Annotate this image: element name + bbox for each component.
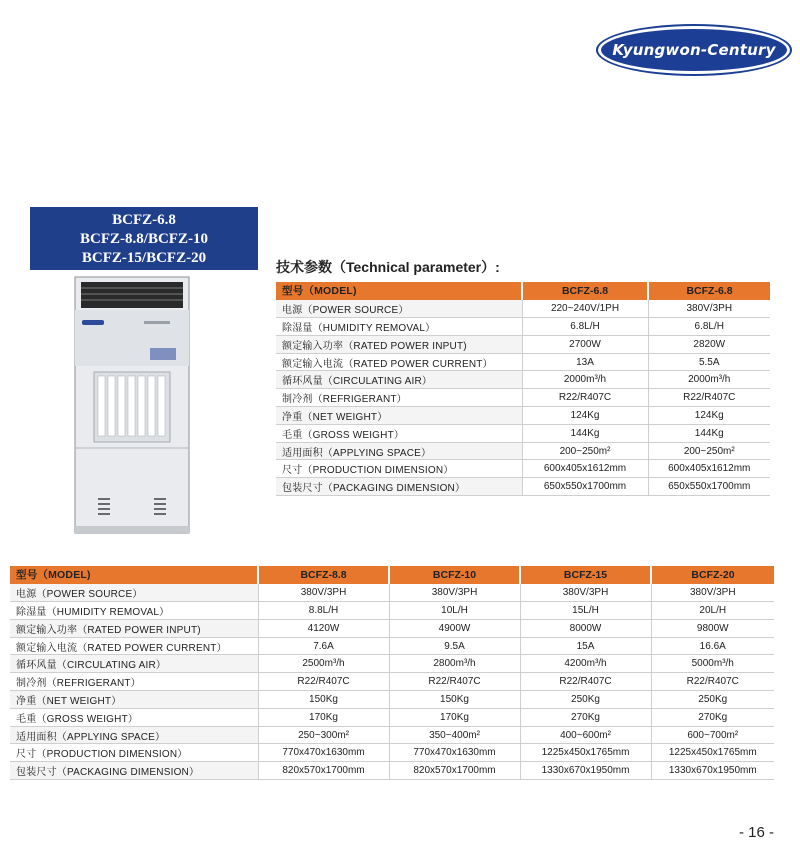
table-cell: 600x405x1612mm <box>648 460 770 478</box>
table-cell: 2000m³/h <box>522 371 648 389</box>
table-cell: 380V/3PH <box>258 584 389 602</box>
table-cell: 10L/H <box>389 602 520 620</box>
table-cell: 600x405x1612mm <box>522 460 648 478</box>
table-cell: 820x570x1700mm <box>389 762 520 780</box>
table-row <box>10 691 774 709</box>
table-cell: 15L/H <box>520 602 651 620</box>
row-label: 制冷剂（REFRIGERANT） <box>10 673 258 691</box>
row-label: 毛重（GROSS WEIGHT） <box>276 424 522 442</box>
table-row <box>10 762 774 780</box>
row-label: 除湿量（HUMIDITY REMOVAL） <box>276 318 522 336</box>
table-cell: 6.8L/H <box>522 318 648 336</box>
table-cell: 200~250m² <box>522 442 648 460</box>
header-cell: BCFZ-10 <box>389 566 520 584</box>
row-label: 尺寸（PRODUCTION DIMENSION） <box>276 460 522 478</box>
table-cell: 150Kg <box>389 691 520 709</box>
models-banner <box>30 207 258 270</box>
table-cell: 124Kg <box>522 407 648 425</box>
table-cell: 270Kg <box>651 708 774 726</box>
table-row <box>10 655 774 673</box>
table-cell: 7.6A <box>258 637 389 655</box>
table-cell: 1225x450x1765mm <box>651 744 774 762</box>
header-cell: BCFZ-8.8 <box>258 566 389 584</box>
table-cell: 250Kg <box>520 691 651 709</box>
table-cell: 270Kg <box>520 708 651 726</box>
table-cell: 20L/H <box>651 602 774 620</box>
header-cell: BCFZ-15 <box>520 566 651 584</box>
row-label: 适用面积（APPLYING SPACE） <box>276 442 522 460</box>
table-cell: 124Kg <box>648 407 770 425</box>
table-cell: R22/R407C <box>258 673 389 691</box>
table-cell: 5000m³/h <box>651 655 774 673</box>
table-cell: 250Kg <box>651 691 774 709</box>
table-header-row <box>276 282 770 300</box>
spec-table-8-8-to-20 <box>10 566 774 780</box>
row-label: 制冷剂（REFRIGERANT） <box>276 389 522 407</box>
models-banner-line: BCFZ-8.8/BCFZ-10 <box>80 231 208 247</box>
table-cell: 150Kg <box>258 691 389 709</box>
table-cell: 2800m³/h <box>389 655 520 673</box>
table-cell: 15A <box>520 637 651 655</box>
spec-table-6-8 <box>276 282 770 496</box>
table-cell: 2500m³/h <box>258 655 389 673</box>
table-cell: 8000W <box>520 619 651 637</box>
table-cell: 2700W <box>522 335 648 353</box>
table-cell: 380V/3PH <box>520 584 651 602</box>
row-label: 适用面积（APPLYING SPACE） <box>10 726 258 744</box>
row-label: 净重（NET WEIGHT） <box>276 407 522 425</box>
row-label: 包装尺寸（PACKAGING DIMENSION） <box>276 478 522 496</box>
dehumidifier-product-image <box>74 276 190 534</box>
table-cell: 6.8L/H <box>648 318 770 336</box>
models-banner-line: BCFZ-6.8 <box>112 212 176 228</box>
table-row <box>10 602 774 620</box>
row-label: 包装尺寸（PACKAGING DIMENSION） <box>10 762 258 780</box>
table-row <box>276 389 770 407</box>
row-label: 额定输入电流（RATED POWER CURRENT） <box>276 353 522 371</box>
table-cell: 5.5A <box>648 353 770 371</box>
table-cell: 200~250m² <box>648 442 770 460</box>
table-cell: 380V/3PH <box>648 300 770 318</box>
table-cell: 1330x670x1950mm <box>651 762 774 780</box>
row-label: 额定输入功率（RATED POWER INPUT) <box>276 335 522 353</box>
table-cell: 380V/3PH <box>651 584 774 602</box>
row-label: 净重（NET WEIGHT） <box>10 691 258 709</box>
header-cell: BCFZ-20 <box>651 566 774 584</box>
table-cell: 9.5A <box>389 637 520 655</box>
row-label: 除湿量（HUMIDITY REMOVAL） <box>10 602 258 620</box>
table-row <box>276 318 770 336</box>
row-label: 尺寸（PRODUCTION DIMENSION） <box>10 744 258 762</box>
table-row <box>10 584 774 602</box>
table-cell: 650x550x1700mm <box>648 478 770 496</box>
table-row <box>10 708 774 726</box>
header-cell: 型号（MODEL) <box>276 282 522 300</box>
table-row <box>276 424 770 442</box>
page-number: - 16 - <box>738 824 774 841</box>
table-cell: R22/R407C <box>520 673 651 691</box>
table-cell: 250~300m² <box>258 726 389 744</box>
row-label: 毛重（GROSS WEIGHT） <box>10 708 258 726</box>
table-cell: 820x570x1700mm <box>258 762 389 780</box>
table-row <box>10 637 774 655</box>
header-cell: BCFZ-6.8 <box>522 282 648 300</box>
row-label: 额定输入功率（RATED POWER INPUT) <box>10 619 258 637</box>
header-cell: 型号（MODEL) <box>10 566 258 584</box>
header-cell: BCFZ-6.8 <box>648 282 770 300</box>
table-cell: 380V/3PH <box>389 584 520 602</box>
models-banner-line: BCFZ-15/BCFZ-20 <box>81 250 207 266</box>
table-cell: 4200m³/h <box>520 655 651 673</box>
table-cell: 650x550x1700mm <box>522 478 648 496</box>
table-cell: 13A <box>522 353 648 371</box>
table-cell: 144Kg <box>648 424 770 442</box>
table-row <box>10 726 774 744</box>
row-label: 电源（POWER SOURCE） <box>276 300 522 318</box>
table-cell: 2820W <box>648 335 770 353</box>
table-row <box>10 673 774 691</box>
row-label: 电源（POWER SOURCE） <box>10 584 258 602</box>
table-row <box>276 442 770 460</box>
brand-logo <box>598 26 790 74</box>
table-row <box>276 407 770 425</box>
table-cell: 170Kg <box>258 708 389 726</box>
table-cell: 600~700m² <box>651 726 774 744</box>
table-row <box>276 478 770 496</box>
table-cell: R22/R407C <box>651 673 774 691</box>
table-cell: 770x470x1630mm <box>258 744 389 762</box>
table-cell: 350~400m² <box>389 726 520 744</box>
table-cell: R22/R407C <box>522 389 648 407</box>
table-header-row <box>10 566 774 584</box>
table-cell: 4120W <box>258 619 389 637</box>
technical-parameter-title: 技术参数（Technical parameter）: <box>276 259 500 275</box>
table-cell: 2000m³/h <box>648 371 770 389</box>
row-label: 循环风量（CIRCULATING AIR） <box>276 371 522 389</box>
table-cell: 16.6A <box>651 637 774 655</box>
table-cell: 1225x450x1765mm <box>520 744 651 762</box>
table-cell: 770x470x1630mm <box>389 744 520 762</box>
brand-logo-text: Kyungwon-Century <box>612 41 776 59</box>
table-cell: 8.8L/H <box>258 602 389 620</box>
table-row <box>10 619 774 637</box>
table-cell: 400~600m² <box>520 726 651 744</box>
table-cell: 4900W <box>389 619 520 637</box>
table-cell: 144Kg <box>522 424 648 442</box>
table-row <box>276 353 770 371</box>
table-row <box>276 300 770 318</box>
row-label: 循环风量（CIRCULATING AIR） <box>10 655 258 673</box>
table-cell: 170Kg <box>389 708 520 726</box>
table-row <box>276 460 770 478</box>
table-row <box>276 371 770 389</box>
table-row <box>10 744 774 762</box>
table-row <box>276 335 770 353</box>
table-cell: 1330x670x1950mm <box>520 762 651 780</box>
table-cell: R22/R407C <box>389 673 520 691</box>
row-label: 额定输入电流（RATED POWER CURRENT） <box>10 637 258 655</box>
table-cell: 220~240V/1PH <box>522 300 648 318</box>
table-cell: R22/R407C <box>648 389 770 407</box>
table-cell: 9800W <box>651 619 774 637</box>
